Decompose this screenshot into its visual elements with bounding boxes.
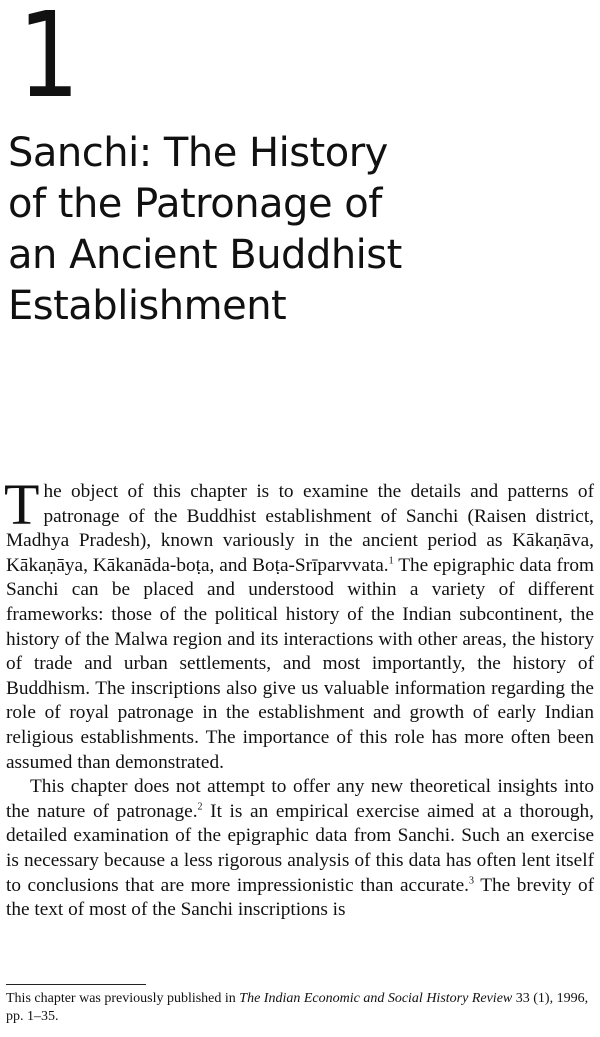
chapter-title-line-3: an Ancient Buddhist xyxy=(8,232,402,278)
body-text xyxy=(4,472,595,923)
footnote-ref-2[interactable]: 2 xyxy=(197,801,203,813)
paragraph-1 xyxy=(4,472,594,775)
paragraph-1-text: The object of this chapter is to examine the details and patterns of patronage of the Buddhist establishment of Sanchi (Raisen district, Madhya Pradesh), known variously in the ancient period as Kākaṇāva, Kākaṇāya, Kākanāda-boṭa, and Boṭa-Srīparvvata. xyxy=(4,472,594,576)
chapter-title-line-4: Establishment xyxy=(8,283,287,329)
paragraph-2-text-cont: It is an empirical exercise aimed at a thorough, detailed examination of the epigraphic data from Sanchi. Such an exercise is necessary because a less rigorous analysis of this data has often lent itself to conclusions that are more impressionistic than accurate. xyxy=(6,800,594,896)
paragraph-1-text-cont: The epigraphic data from Sanchi can be placed and understood within a variety of different frameworks: those of the political history of the Indian subcontinent, the history of the Malwa region and its interactions with other areas, the history of trade and urban settlements, and most importantly, the history of Buddhism. The inscriptions also give us valuable information regarding the role of royal patronage in the establishment and growth of early Indian religious establishments. The importance of this role has more often been assumed than demonstrated. xyxy=(6,554,594,773)
footnote-ref-1[interactable]: 1 xyxy=(388,555,394,567)
chapter-title xyxy=(8,128,588,332)
chapter-title-line-1: Sanchi: The History xyxy=(8,130,388,176)
footnote-ref-3[interactable]: 3 xyxy=(469,875,475,887)
paragraph-2-text: This chapter does not attempt to offer any new theoretical insights into the nature of patronage. xyxy=(6,776,594,822)
footnote-suffix: 33 (1), 1996, pp. 1–35. xyxy=(6,991,589,1024)
paragraph-2-text-end: The brevity of the text of most of the Sanchi inscriptions is xyxy=(6,874,595,921)
chapter-number: 1 xyxy=(18,0,77,124)
chapter-title-line-2: of the Patronage of xyxy=(8,181,382,227)
footnote-prefix: This chapter was previously published in xyxy=(6,991,240,1006)
footnote-journal: The Indian Economic and Social History Review xyxy=(239,991,513,1006)
footnote xyxy=(6,990,594,1026)
footnote-rule xyxy=(6,984,146,985)
paragraph-2 xyxy=(6,775,594,923)
